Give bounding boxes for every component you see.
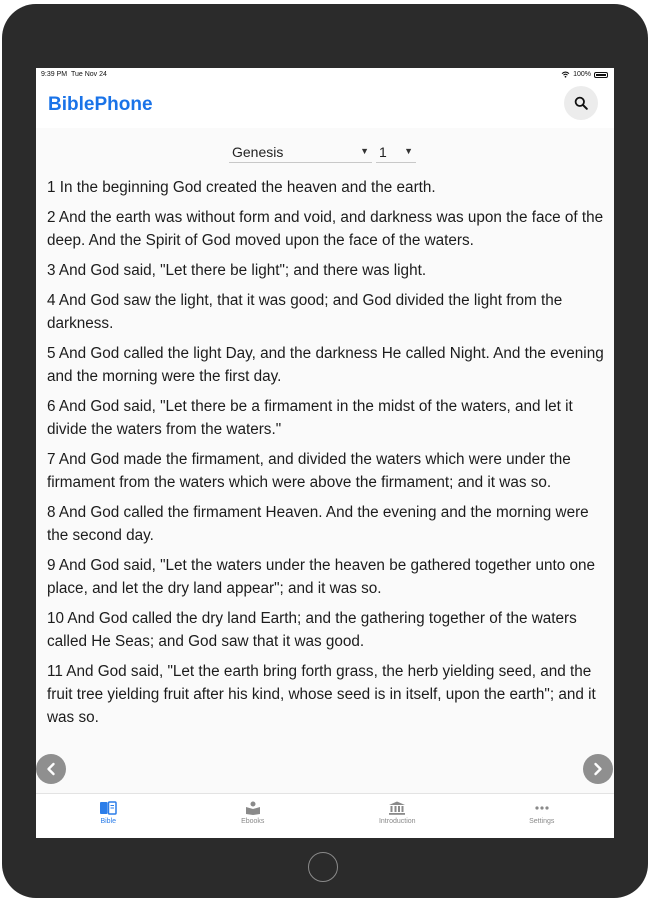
app-screen (36, 68, 614, 838)
tab-bible-label: Bible (100, 818, 117, 825)
book-dropdown[interactable] (229, 142, 372, 163)
verse-list (47, 176, 604, 792)
reader-icon (245, 801, 261, 815)
battery-percent: 100% (573, 71, 591, 78)
search-button[interactable] (564, 86, 598, 120)
tab-settings[interactable] (470, 794, 615, 838)
book-value: Genesis (232, 144, 284, 160)
status-date: Tue Nov 24 (70, 71, 107, 78)
verse-11: 11 And God said, "Let the earth bring forth grass, the herb yielding seed, and the fruit tree yielding fruit after his kind, whose seed is in itself, upon the earth"; and it was so. (47, 663, 596, 726)
tab-introduction-label: Introduction (378, 818, 416, 825)
chevron-right-icon (592, 762, 604, 776)
verse-2: 2 And the earth was without form and void, and darkness was upon the face of the deep. And the Spirit of God moved upon the face of the waters. (47, 209, 604, 249)
chevron-left-icon (45, 762, 57, 776)
tab-ebooks-label: Ebooks (241, 818, 265, 825)
app-title: BiblePhone (48, 94, 153, 115)
verse-10: 10 And God called the dry land Earth; and the gathering together of the waters called He Seas; and God saw that it was good. (47, 610, 577, 650)
verse-7: 7 And God made the firmament, and divided the waters which were under the firmament from the waters which were above the firmament; and it was so. (47, 451, 571, 491)
chapter-dropdown[interactable] (376, 142, 416, 163)
verse-6: 6 And God said, "Let there be a firmament in the midst of the waters, and let it divide the waters from the waters." (47, 398, 573, 438)
verse-3: 3 And God said, "Let there be light"; and there was light. (47, 262, 427, 279)
status-indicators (561, 71, 608, 78)
tab-bible[interactable] (36, 794, 181, 838)
status-bar (36, 68, 614, 82)
chevron-down-icon: ▼ (404, 146, 413, 156)
previous-chapter-button[interactable] (36, 754, 66, 784)
chevron-down-icon: ▼ (360, 146, 369, 156)
wifi-icon (561, 71, 570, 78)
battery-icon (594, 72, 608, 78)
tab-settings-label: Settings (529, 818, 555, 825)
passage-selectors (36, 138, 614, 164)
tab-introduction[interactable] (325, 794, 470, 838)
verse-8: 8 And God called the firmament Heaven. And the evening and the morning were the second day. (47, 504, 589, 544)
verse-1: 1 In the beginning God created the heaven and the earth. (47, 179, 436, 196)
status-time: 9:39 PM Tue Nov 24 (41, 71, 107, 78)
institution-icon (388, 801, 406, 815)
bottom-tab-bar (36, 793, 614, 838)
book-icon (99, 801, 117, 815)
app-bar (36, 82, 614, 128)
chapter-value: 1 (379, 144, 387, 160)
next-chapter-button[interactable] (583, 754, 613, 784)
verse-4: 4 And God saw the light, that it was good; and God divided the light from the darkness. (47, 292, 563, 332)
verse-5: 5 And God called the light Day, and the darkness He called Night. And the evening and the morning were the first day. (47, 345, 604, 385)
more-icon (533, 801, 551, 815)
tab-ebooks[interactable] (181, 794, 326, 838)
device-home-button[interactable] (308, 852, 338, 882)
verse-9: 9 And God said, "Let the waters under the heaven be gathered together unto one place, and let the dry land appear"; and it was so. (47, 557, 596, 597)
search-icon (574, 96, 588, 110)
